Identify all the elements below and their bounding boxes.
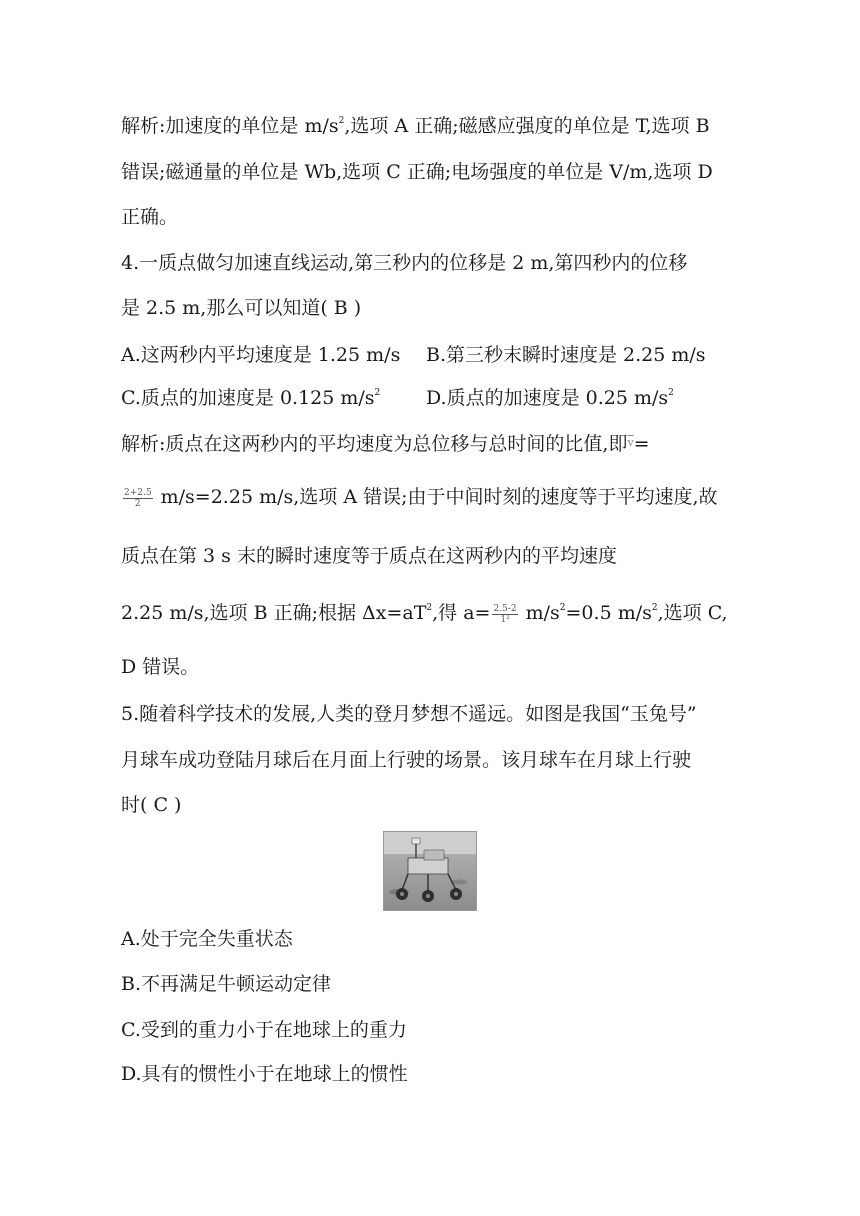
text: m/s bbox=[519, 602, 560, 624]
superscript: 2 bbox=[374, 388, 381, 398]
text: = bbox=[633, 433, 650, 455]
option-b: B.第三秒末瞬时速度是 2.25 m/s bbox=[426, 344, 706, 366]
text: 正确。 bbox=[121, 206, 179, 228]
option-d bbox=[426, 385, 674, 411]
superscript: 2 bbox=[651, 603, 658, 613]
text: 月球车成功登陆月球后在月面上行驶的场景。该月球车在月球上行驶 bbox=[121, 749, 692, 771]
question-5-option-a bbox=[121, 926, 293, 952]
question-4-options-row-2 bbox=[121, 385, 674, 411]
question-4-analysis-line-5 bbox=[121, 654, 199, 680]
numerator: 2+2.5 bbox=[124, 487, 152, 498]
text: 解析:质点在这两秒内的平均速度为总位移与总时间的比值,即 bbox=[121, 433, 628, 455]
question-5-option-c bbox=[121, 1017, 407, 1043]
analysis-3-line-3 bbox=[121, 204, 178, 230]
superscript: 2 bbox=[426, 603, 433, 613]
question-4-analysis-line-1 bbox=[121, 430, 650, 457]
question-5-stem-line-3 bbox=[121, 792, 181, 818]
question-5-option-d bbox=[121, 1061, 408, 1087]
fraction bbox=[123, 488, 153, 509]
question-5-stem-line-2 bbox=[121, 747, 691, 773]
text: B.不再满足牛顿运动定律 bbox=[121, 973, 332, 995]
text: 质点在第 3 s 末的瞬时速度等于质点在这两秒内的平均速度 bbox=[121, 545, 617, 567]
text: 时( C ) bbox=[121, 794, 182, 816]
text: ,得 a= bbox=[432, 602, 491, 624]
lunar-rover-photo bbox=[383, 831, 477, 911]
question-4-options-row-1 bbox=[121, 342, 706, 368]
text: =0.5 m/s bbox=[565, 602, 652, 624]
superscript: 2 bbox=[338, 116, 345, 126]
question-5-stem-line-1 bbox=[121, 701, 697, 727]
text: D.质点的加速度是 0.25 m/s bbox=[426, 387, 669, 409]
text: C.受到的重力小于在地球上的重力 bbox=[121, 1019, 407, 1041]
denominator: 1² bbox=[500, 614, 510, 625]
text: 5.随着科学技术的发展,人类的登月梦想不遥远。如图是我国“玉兔号” bbox=[121, 703, 697, 725]
question-4-analysis-line-4 bbox=[121, 600, 728, 626]
text: D.具有的惯性小于在地球上的惯性 bbox=[121, 1063, 408, 1085]
fraction bbox=[492, 604, 517, 625]
text: 4.一质点做匀加速直线运动,第三秒内的位移是 2 m,第四秒内的位移 bbox=[121, 252, 688, 274]
text: A.处于完全失重状态 bbox=[121, 928, 293, 950]
analysis-3-line-1 bbox=[121, 113, 710, 139]
superscript: 2 bbox=[668, 388, 674, 398]
text: 2.25 m/s,选项 B 正确;根据 Δx=aT bbox=[121, 602, 427, 624]
option-c bbox=[121, 387, 380, 409]
text: 解析:加速度的单位是 m/s bbox=[121, 115, 339, 137]
average-velocity-symbol: $\overline{v}$ bbox=[627, 436, 634, 449]
question-4-stem-line-1 bbox=[121, 250, 687, 276]
text: 错误;磁通量的单位是 Wb,选项 C 正确;电场强度的单位是 V/m,选项 D bbox=[121, 161, 713, 183]
analysis-3-line-2 bbox=[121, 159, 713, 185]
question-4-stem-line-2 bbox=[121, 295, 361, 321]
denominator: 2 bbox=[134, 498, 141, 509]
text: ,选项 A 正确;磁感应强度的单位是 T,选项 B bbox=[344, 115, 710, 137]
lunar-rover-illustration bbox=[384, 832, 476, 910]
text: 是 2.5 m,那么可以知道( B ) bbox=[121, 297, 362, 319]
text: ,选项 C, bbox=[657, 602, 728, 624]
option-a: A.这两秒内平均速度是 1.25 m/s bbox=[121, 344, 401, 366]
question-4-analysis-line-2 bbox=[121, 484, 718, 510]
superscript: 2 bbox=[559, 603, 566, 613]
text: C.质点的加速度是 0.125 m/s bbox=[121, 387, 375, 409]
text: D 错误。 bbox=[121, 656, 200, 678]
question-4-analysis-line-3 bbox=[121, 543, 739, 569]
text: m/s=2.25 m/s,选项 A 错误;由于中间时刻的速度等于平均速度,故 bbox=[154, 486, 718, 508]
numerator: 2.5-2 bbox=[493, 603, 517, 614]
question-5-option-b bbox=[121, 971, 331, 997]
